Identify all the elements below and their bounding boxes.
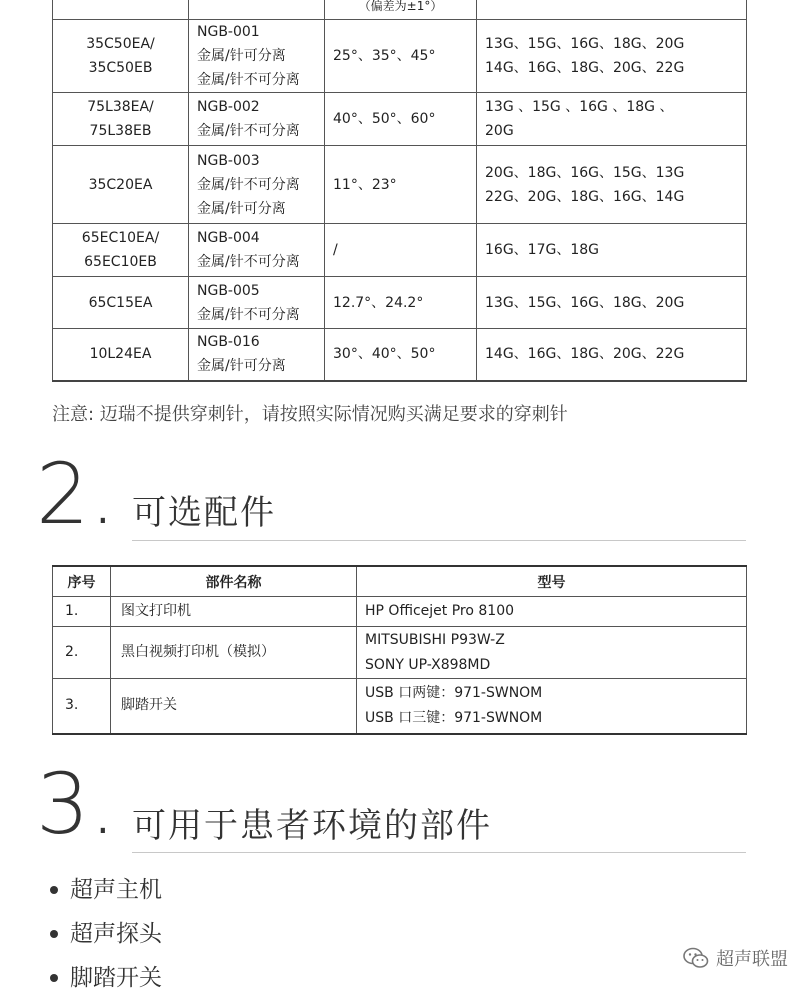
- column-header: 部件名称: [111, 566, 357, 597]
- angles: 40°、50°、60°: [325, 93, 477, 146]
- bullet-icon: [50, 974, 58, 982]
- note-text: 注意: 迈瑞不提供穿刺针，请按照实际情况购买满足要求的穿刺针: [52, 404, 568, 425]
- angles: /: [325, 224, 477, 277]
- guide-type: 金属/针不可分离: [197, 306, 300, 323]
- guide-type: 金属/针不可分离: [197, 123, 300, 139]
- guide-type: 金属/针不可分离: [197, 176, 300, 193]
- table-row: [53, 224, 747, 277]
- part-model: HP Officejet Pro 8100: [365, 603, 515, 619]
- section-number: 2.: [36, 445, 117, 543]
- watermark-text: 超声联盟: [716, 949, 788, 970]
- probe-model: 35C50EB: [88, 60, 153, 76]
- gauges: 20G、18G、16G、15G、13G: [485, 164, 685, 181]
- part-model: SONY UP-X898MD: [365, 656, 491, 673]
- angles: 12.7°、24.2°: [325, 277, 477, 329]
- row-index: 3.: [53, 679, 111, 734]
- wechat-icon: [682, 946, 710, 970]
- table-row: [53, 277, 747, 329]
- ngb-code: NGB-001: [197, 24, 260, 40]
- row-index: 2.: [53, 627, 111, 679]
- table-row: [53, 679, 747, 734]
- bullet-icon: [50, 886, 58, 894]
- guide-type: 金属/针不可分离: [197, 254, 300, 270]
- list-item: 超声探头: [50, 912, 162, 956]
- guide-type: 金属/针可分离: [197, 48, 286, 64]
- table-header-row: [53, 566, 747, 597]
- needle-guide-table: [52, 0, 747, 382]
- section-title: 可选配件: [132, 493, 276, 533]
- probe-model: 65EC10EA/: [81, 230, 160, 246]
- section-divider: [132, 540, 746, 541]
- part-name: 脚踏开关: [111, 679, 357, 734]
- section-number: 3.: [36, 755, 117, 853]
- guide-type: 金属/针不可分离: [197, 72, 300, 88]
- ngb-code: NGB-004: [197, 230, 260, 246]
- table-header-row: [53, 0, 747, 20]
- guide-type: 金属/针可分离: [197, 358, 286, 375]
- part-model: MITSUBISHI P93W-Z: [365, 631, 505, 648]
- part-model: USB 口三键：971-SWNOM: [365, 709, 543, 726]
- gauges: 20G: [485, 123, 514, 139]
- probe-model: 75L38EB: [89, 123, 152, 139]
- table-row: [53, 627, 747, 679]
- probe-model: 35C20EA: [88, 176, 153, 193]
- column-header: 型号: [357, 566, 747, 597]
- probe-model: 35C50EA/: [86, 36, 155, 52]
- probe-model: 65EC10EB: [84, 254, 157, 270]
- gauges: 13G、15G、16G、18G、20G: [485, 294, 685, 311]
- table-row: [53, 146, 747, 224]
- gauges: 14G、16G、18G、20G、22G: [485, 346, 685, 363]
- list-item: 脚踏开关: [50, 956, 162, 1000]
- list-item: 超声主机: [50, 868, 162, 912]
- probe-model: 10L24EA: [89, 346, 152, 363]
- angle-header-partial: （偏差为±1°）: [325, 0, 477, 20]
- column-header: 序号: [53, 566, 111, 597]
- probe-model: 75L38EA/: [87, 99, 154, 115]
- section-title: 可用于患者环境的部件: [132, 806, 492, 846]
- section-divider: [132, 852, 746, 853]
- patient-parts-list: [50, 868, 162, 1000]
- gauges: 13G、15G、16G、18G、20G: [485, 36, 685, 52]
- angles: 11°、23°: [325, 146, 477, 224]
- angles: 30°、40°、50°: [325, 329, 477, 381]
- guide-type: 金属/针可分离: [197, 200, 286, 217]
- part-name: 图文打印机: [111, 597, 357, 627]
- watermark: [682, 945, 788, 971]
- part-model: USB 口两键：971-SWNOM: [365, 684, 543, 701]
- table-row: [53, 93, 747, 146]
- table-row: [53, 597, 747, 627]
- gauges: 22G、20G、18G、16G、14G: [485, 188, 685, 205]
- probe-model: 65C15EA: [88, 294, 153, 311]
- accessories-table: [52, 565, 747, 735]
- table-row: [53, 329, 747, 381]
- ngb-code: NGB-016: [197, 334, 260, 351]
- angles: 25°、35°、45°: [325, 20, 477, 93]
- gauges: 16G、17G、18G: [485, 242, 599, 258]
- ngb-code: NGB-003: [197, 152, 260, 169]
- bullet-icon: [50, 930, 58, 938]
- ngb-code: NGB-005: [197, 282, 260, 299]
- part-name: 黑白视频打印机（模拟）: [111, 627, 357, 679]
- table-row: [53, 20, 747, 93]
- gauges: 13G 、15G 、16G 、18G 、: [485, 99, 674, 115]
- gauges: 14G、16G、18G、20G、22G: [485, 60, 685, 76]
- ngb-code: NGB-002: [197, 99, 260, 115]
- row-index: 1.: [53, 597, 111, 627]
